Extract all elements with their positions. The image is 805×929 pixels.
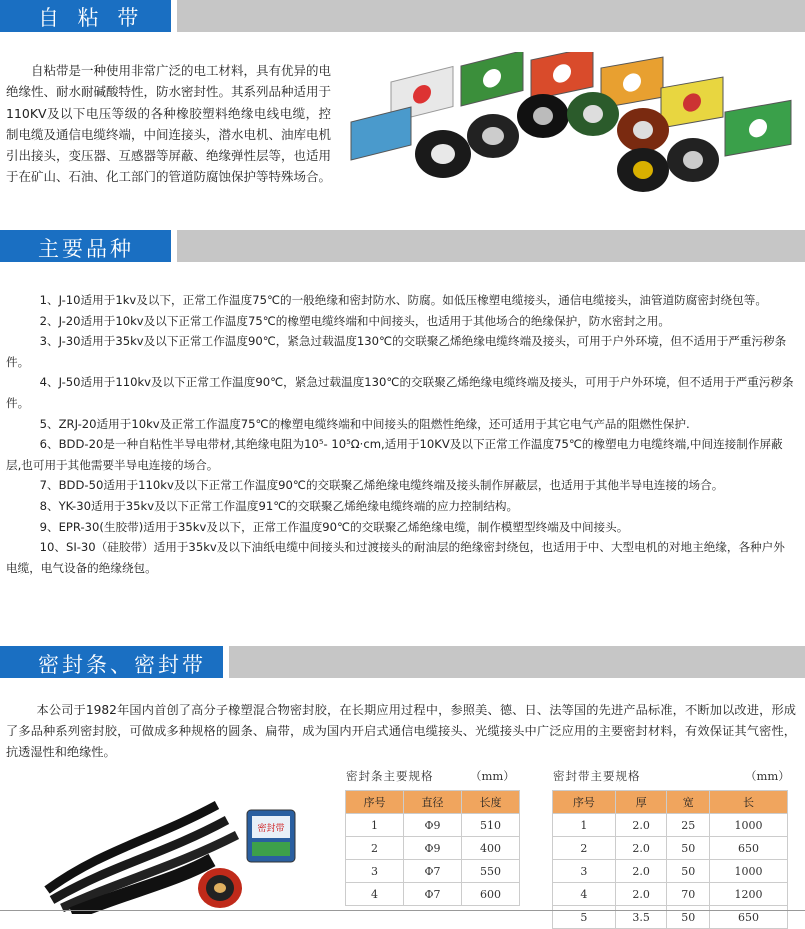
section-header-rule	[177, 230, 805, 262]
section-title: 主要品种	[38, 237, 134, 261]
cell: 2.0	[615, 860, 667, 883]
list-item: 1、J-10适用于1kv及以下，正常工作温度75℃的一般绝缘和密封防水、防腐。如低压橡塑电缆接头，通信电缆接头，油管道防腐密封绕包等。	[39, 293, 767, 307]
product-box	[247, 810, 295, 862]
cell: 50	[667, 860, 710, 883]
list-item: 10、SI-30（硅胶带）适用于35kv及以下油纸电缆中间接头和过渡接头的耐油层的绝缘密封绕包，也适用于中、大型电机的对地主绝缘，各种户外电缆，电气设备的绝缘绕包。	[6, 540, 785, 575]
column-header: 序号	[346, 791, 404, 814]
list-item: 9、EPR-30(生胶带)适用于35kv及以下，正常工作温度90℃的交联聚乙烯绝缘电缆，制作模塑型终端及中间接头。	[39, 519, 629, 534]
column-header: 长度	[462, 791, 520, 814]
table-row	[346, 860, 520, 883]
section-title: 自 粘 带	[38, 6, 145, 30]
cell: 2.0	[615, 883, 667, 906]
table-row	[553, 837, 788, 860]
varieties-list	[6, 290, 796, 578]
cell: 400	[462, 837, 520, 860]
cell: Φ7	[404, 883, 462, 906]
column-header: 长	[710, 791, 788, 814]
section-header-self-adhesive	[0, 0, 805, 32]
cell: 1000	[710, 814, 788, 837]
table-row	[346, 883, 520, 906]
cell: 2	[346, 837, 404, 860]
table-row	[553, 860, 788, 883]
cell: 4	[346, 883, 404, 906]
cell: 4	[553, 883, 616, 906]
table-row	[553, 883, 788, 906]
cell: Φ7	[404, 860, 462, 883]
list-item: 6、BDD-20是一种自粘性半导电带材,其绝缘电阻为10⁵- 10⁵Ω·cm,适用于10KV及以下正常工作温度75℃的橡塑电力电缆终端,中间连接制作屏蔽层,也可用于其他需要半导电连接的场合。	[6, 437, 783, 472]
cell: 3.5	[615, 906, 667, 929]
cell: 650	[710, 906, 788, 929]
strip-table-caption: 密封条主要规格	[346, 769, 434, 783]
column-header: 宽	[667, 791, 710, 814]
table-row	[346, 837, 520, 860]
table-row	[553, 814, 788, 837]
section-title: 密封条、密封带	[38, 653, 206, 677]
list-item: 3、J-30适用于35kv及以下正常工作温度90℃，紧急过载温度130℃的交联聚乙烯绝缘电缆终端及接头，可用于户外环境，但不适用于严重污秽条件。	[6, 334, 787, 369]
section-title-bar	[0, 0, 171, 32]
table-row	[553, 906, 788, 929]
column-header: 直径	[404, 791, 462, 814]
section-header-rule	[177, 0, 805, 32]
section-header-main-varieties	[0, 230, 805, 262]
cell: 3	[553, 860, 616, 883]
cell: 1	[553, 814, 616, 837]
cell: Φ9	[404, 814, 462, 837]
section-title-bar	[0, 646, 223, 678]
cell: 1200	[710, 883, 788, 906]
tape-table-unit: （mm）	[745, 769, 790, 783]
cell: 2.0	[615, 814, 667, 837]
cell: 510	[462, 814, 520, 837]
cell: 650	[710, 837, 788, 860]
cell: 600	[462, 883, 520, 906]
cell: 50	[667, 837, 710, 860]
strip-table-unit: （mm）	[470, 769, 515, 783]
product-box-label: 密封带	[257, 824, 285, 834]
table-row	[346, 814, 520, 837]
list-item: 4、J-50适用于110kv及以下正常工作温度90℃，紧急过载温度130℃的交联聚乙烯绝缘电缆终端及接头，可用于户外环境，但不适用于严重污秽条件。	[6, 375, 794, 410]
seal-paragraph: 本公司于1982年国内首创了高分子橡塑混合物密封胶，在长期应用过程中，参照美、德、日、法等国的先进产品标准，不断加以改进，形成了多品种系列密封胶，可做成多种规格的圆条、扁带，成为国内开启式通信电缆接头、光缆接头中广泛应用的主要密封材料，有效保证其气密性，抗透湿性和绝缘性。	[6, 703, 796, 759]
list-item: 7、BDD-50适用于110kv及以下正常工作温度90℃的交联聚乙烯绝缘电缆终端及接头制作屏蔽层，也适用于其他半导电连接的场合。	[39, 478, 724, 493]
cell: 5	[553, 906, 616, 929]
column-header: 厚	[615, 791, 667, 814]
cell: 50	[667, 906, 710, 929]
cell: 70	[667, 883, 710, 906]
cell: 25	[667, 814, 710, 837]
section-title-bar	[0, 230, 171, 262]
tape-spec-table	[552, 790, 788, 929]
column-header: 序号	[553, 791, 616, 814]
cell: 2.0	[615, 837, 667, 860]
section-header-seal-strips	[0, 646, 805, 678]
section-header-rule	[229, 646, 805, 678]
strip-spec-table	[345, 790, 520, 906]
bottom-divider	[0, 910, 805, 911]
list-item: 2、J-20适用于10kv及以下正常工作温度75℃的橡塑电缆终端和中间接头，也适用于其他场合的绝缘保护，防水密封之用。	[39, 313, 670, 328]
seal-strips-photo	[42, 780, 302, 914]
list-item: 8、YK-30适用于35kv及以下正常工作温度91℃的交联聚乙烯绝缘电缆终端的应力控制结构。	[39, 498, 519, 513]
cell: 1	[346, 814, 404, 837]
cell: Φ9	[404, 837, 462, 860]
intro-paragraph: 自粘带是一种使用非常广泛的电工材料，具有优异的电绝缘性、耐水耐碱酸特性，防水密封性。其系列品种适用于110KV及以下电压等级的各种橡胶塑料绝缘电线电缆，控制电缆及通信电缆终端，中间连接头，潜水电机、油库电机引出接头，变压器、互感器等屏蔽、绝缘弹性层等，也适用于在矿山、石油、化工部门的管道防腐蚀保护等特殊场合。	[6, 63, 332, 185]
cell: 1000	[710, 860, 788, 883]
cell: 3	[346, 860, 404, 883]
tape-products-photo	[343, 52, 801, 198]
tape-table-caption: 密封带主要规格	[553, 769, 641, 783]
cell: 2	[553, 837, 616, 860]
list-item: 5、ZRJ-20适用于10kv及正常工作温度75℃的橡塑电缆终端和中间接头的阻燃性绝缘，还可适用于其它电气产品的阻燃性保护.	[39, 416, 690, 431]
cell: 550	[462, 860, 520, 883]
